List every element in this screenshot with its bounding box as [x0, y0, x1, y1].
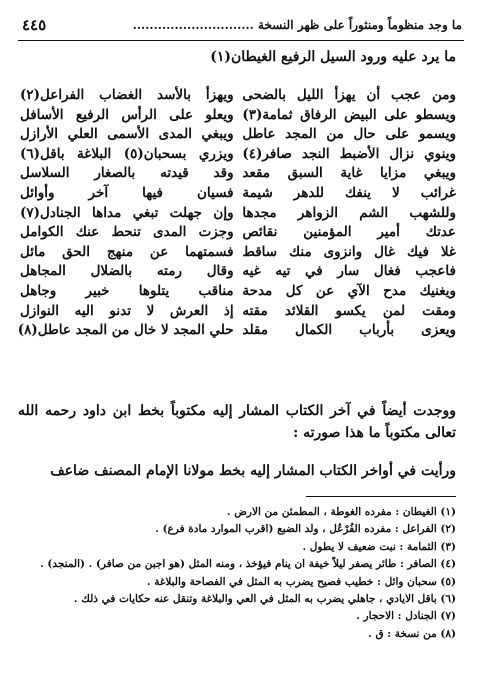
verse-line [20, 184, 456, 204]
second-hemistich: وإن جهلت تبغي مداها الجنادل(٧) [20, 204, 234, 221]
second-hemistich: إذ العرش لا تدنو اليه النوازل [20, 302, 234, 319]
page-header [18, 16, 462, 38]
first-hemistich: ويعزى بأرباب الكمال مقلد [242, 322, 456, 339]
footnote: (٧) الجنادل : الاحجار . [356, 610, 456, 623]
verse-line [17, 321, 456, 341]
verse-line [20, 262, 456, 282]
second-hemistich: ويعلو على الرأس الرفيع الأسافل [20, 106, 234, 123]
first-hemistich: وينوي نزال الأضبط النجد صافر(٤) [242, 145, 456, 162]
footnotes [18, 504, 456, 643]
second-hemistich: فسمتهما عن منهج الحق مائل [20, 243, 234, 260]
verse-line [20, 243, 456, 263]
first-hemistich: ومن عجب أن يهزأ الليل بالضحى [242, 87, 456, 103]
verse-line [20, 204, 456, 224]
first-hemistich: غلا فيك غال وانزوى منك ساقط [242, 243, 456, 260]
second-hemistich: وقد قيدته بالصغار السلاسل [20, 165, 234, 182]
second-hemistich: ويهزأ بالأسد الغضاب الفراعل(٢) [20, 87, 234, 103]
verse-line [20, 106, 456, 126]
first-hemistich: ويسطو على البيض الرفاق ثمامة(٣) [242, 106, 456, 123]
poem [17, 86, 456, 341]
footnote-rule [306, 496, 456, 497]
intro-line: ما يرد عليه ورود السيل الرفيع الغيطان(١) [210, 49, 456, 65]
prose-text [18, 400, 456, 482]
first-hemistich: عدتك أمير المؤمنين نقائص [242, 224, 456, 241]
footnote: (٤) الصافر : طائر يصفر ليلاً خيفة ان ينام فيؤخذ ، ومنه المثل (هو اجبن من صافر) . (المنجد) . [40, 558, 456, 571]
verse-line [20, 302, 456, 322]
second-hemistich: حلي المجد لا خال من المجد عاطل(٨) [17, 322, 234, 339]
first-hemistich: ومقت لمن يكسو القلائد مقته [242, 302, 456, 319]
second-hemistich: ويزري بسحبان(٥) البلاغة باقل(٦) [20, 145, 234, 162]
prose-paragraph: ورأيت في أواخر الكتاب المشار إليه بخط مولانا الإمام المصنف ضاعف [50, 463, 456, 479]
first-hemistich: ويغنيك مدح الآي عن كل مدحة [242, 282, 456, 299]
footnote: (٨) من نسخة : ق . [368, 627, 456, 640]
first-hemistich: وللشهب الشم الزواهر مجدها [242, 204, 456, 221]
second-hemistich: مناقب يتلوها خبير وجاهل [20, 282, 234, 299]
page-number: ٤٤٥ [22, 16, 47, 34]
prose-paragraph: ووجدت أيضاً في آخر الكتاب المشار إليه مكتوباً بخط ابن داود رحمه الله تعالى مكتوباً ما هذا صورته : [18, 403, 456, 441]
footnote: (١) الغيطان : مفرده الغوطة ، المطمئن من الارض . [226, 506, 456, 518]
verse-line [20, 282, 456, 302]
first-hemistich: ويبغي مزايا غاية السبق مقعد [242, 165, 456, 182]
verse-line [20, 164, 456, 184]
second-hemistich: وجزت المدى تنحط عنك الكوامل [20, 224, 234, 241]
first-hemistich: ويسمو على حال من المجد عاطل [242, 126, 456, 143]
verse-line [20, 223, 456, 243]
footnote: (٣) الثمامة : نبت ضعيف لا يطول . [302, 540, 456, 553]
running-title: ما وجد منظوماً ومنثوراً على ظهر النسخة ............................. [132, 18, 462, 32]
first-hemistich: غرائب لا ينفك للدهر شيمة [242, 184, 456, 201]
verse-line [20, 145, 456, 165]
footnote: (٦) باقل الايادي ، جاهلي يضرب به المثل في العي والبلاغة وتنقل عنه حكايات في ذلك . [73, 592, 456, 605]
header-rule [18, 40, 464, 41]
footnote: (٢) الفراعل : مفرده الفُرْعُل ، ولد الضبع (اقرب الموارد مادة فرع) . [155, 523, 456, 536]
verse-line [20, 125, 456, 145]
second-hemistich: ويبغي المدى الأسمى العلي الأرازل [20, 126, 234, 143]
second-hemistich: فسيان فيها آخر وأوائل [20, 184, 234, 201]
second-hemistich: وقال رمته بالضلال المجاهل [20, 263, 234, 280]
first-hemistich: فاعجب فغال سار في تيه غيه [242, 263, 456, 280]
footnote: (٥) سحبان وائل : خطيب فصيح يضرب به المثل في الفصاحة والبلاغة . [146, 575, 456, 588]
verse-line [20, 86, 456, 106]
